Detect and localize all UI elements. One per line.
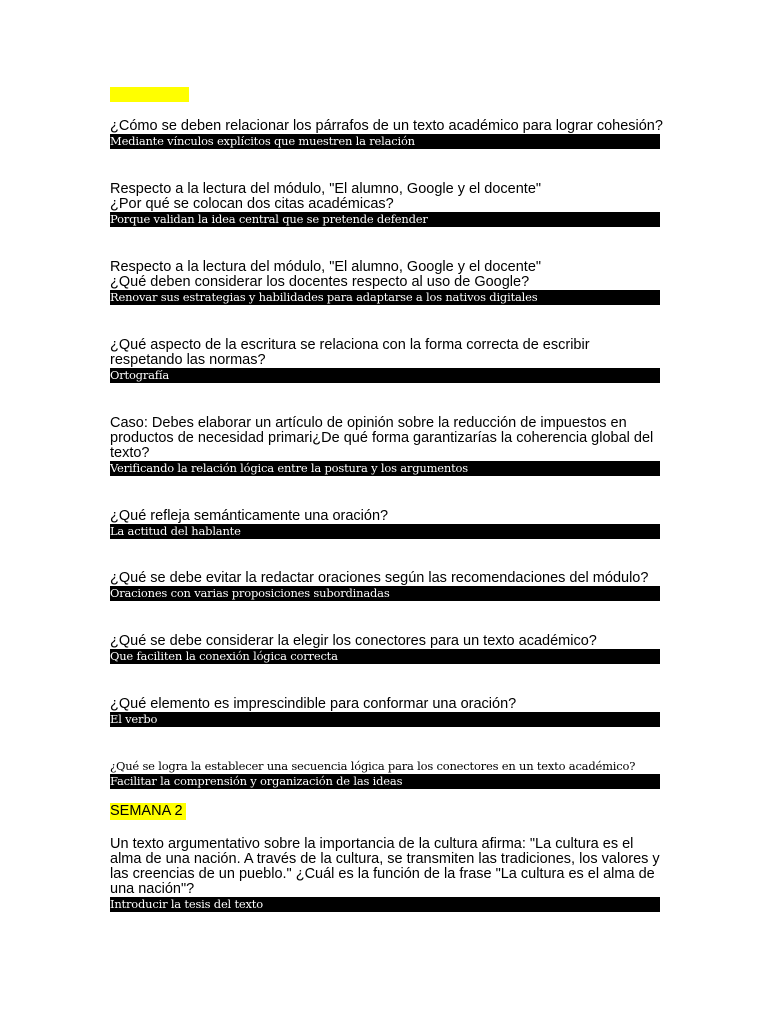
answer-text: Facilitar la comprensión y organización de las ideas xyxy=(110,774,660,789)
qa-item-7 xyxy=(110,571,660,601)
question-text: Caso: Debes elaborar un artículo de opinión sobre la reducción de impuestos en productos de necesidad primari¿De qué forma garantizarías la coherencia global del texto? xyxy=(110,415,654,461)
question-text: ¿Qué se debe evitar la redactar oraciones según las recomendaciones del módulo? xyxy=(110,570,649,586)
qa-item-2 xyxy=(110,182,660,227)
qa-item-3 xyxy=(110,260,660,305)
answer-text: El verbo xyxy=(110,712,660,727)
answer-text: Oraciones con varias proposiciones subordinadas xyxy=(110,586,660,601)
answer-text: Que faciliten la conexión lógica correcta xyxy=(110,649,660,664)
answer-text: Porque validan la idea central que se pretende defender xyxy=(110,212,660,227)
qa-item-9 xyxy=(110,697,660,727)
answer-text: Ortografía xyxy=(110,368,660,383)
question-text-line-2: ¿Por qué se colocan dos citas académicas? xyxy=(110,196,394,212)
question-text-line-2: ¿Qué deben considerar los docentes respecto al uso de Google? xyxy=(110,274,530,290)
answer-text: Renovar sus estrategias y habilidades para adaptarse a los nativos digitales xyxy=(110,290,660,305)
question-text: ¿Cómo se deben relacionar los párrafos de un texto académico para lograr cohesión? xyxy=(110,118,663,134)
question-text: ¿Qué refleja semánticamente una oración? xyxy=(110,508,389,524)
question-text: Respecto a la lectura del módulo, "El alumno, Google y el docente" xyxy=(110,259,542,275)
question-text: Respecto a la lectura del módulo, "El alumno, Google y el docente" xyxy=(110,181,542,197)
question-text: ¿Qué se logra la establecer una secuencia lógica para los conectores en un texto académico? xyxy=(110,759,636,773)
qa-item-5 xyxy=(110,416,660,476)
answer-text: Verificando la relación lógica entre la postura y los argumentos xyxy=(110,461,660,476)
qa-item-8 xyxy=(110,634,660,664)
yellow-highlight-mark xyxy=(110,87,189,102)
qa-item-10 xyxy=(110,759,660,789)
qa-item-4 xyxy=(110,338,660,383)
qa-item-11 xyxy=(110,837,660,912)
qa-item-6 xyxy=(110,509,660,539)
week-heading: SEMANA 2 xyxy=(110,803,186,820)
answer-text: Mediante vínculos explícitos que muestren la relación xyxy=(110,134,660,149)
question-text: ¿Qué elemento es imprescindible para conformar una oración? xyxy=(110,696,517,712)
answer-text: Introducir la tesis del texto xyxy=(110,897,660,912)
qa-item-1 xyxy=(110,118,663,149)
question-text: ¿Qué aspecto de la escritura se relaciona con la forma correcta de escribir respetando las normas? xyxy=(110,337,590,368)
answer-text: La actitud del hablante xyxy=(110,524,660,539)
question-text: Un texto argumentativo sobre la importancia de la cultura afirma: "La cultura es el alma de una nación. A través de la cultura, se transmiten las tradiciones, los valores y las creencias de un pueblo." ¿Cuál es la función de la frase "La cultura es el alma de una nación"? xyxy=(110,836,660,897)
question-text: ¿Qué se debe considerar la elegir los conectores para un texto académico? xyxy=(110,633,597,649)
